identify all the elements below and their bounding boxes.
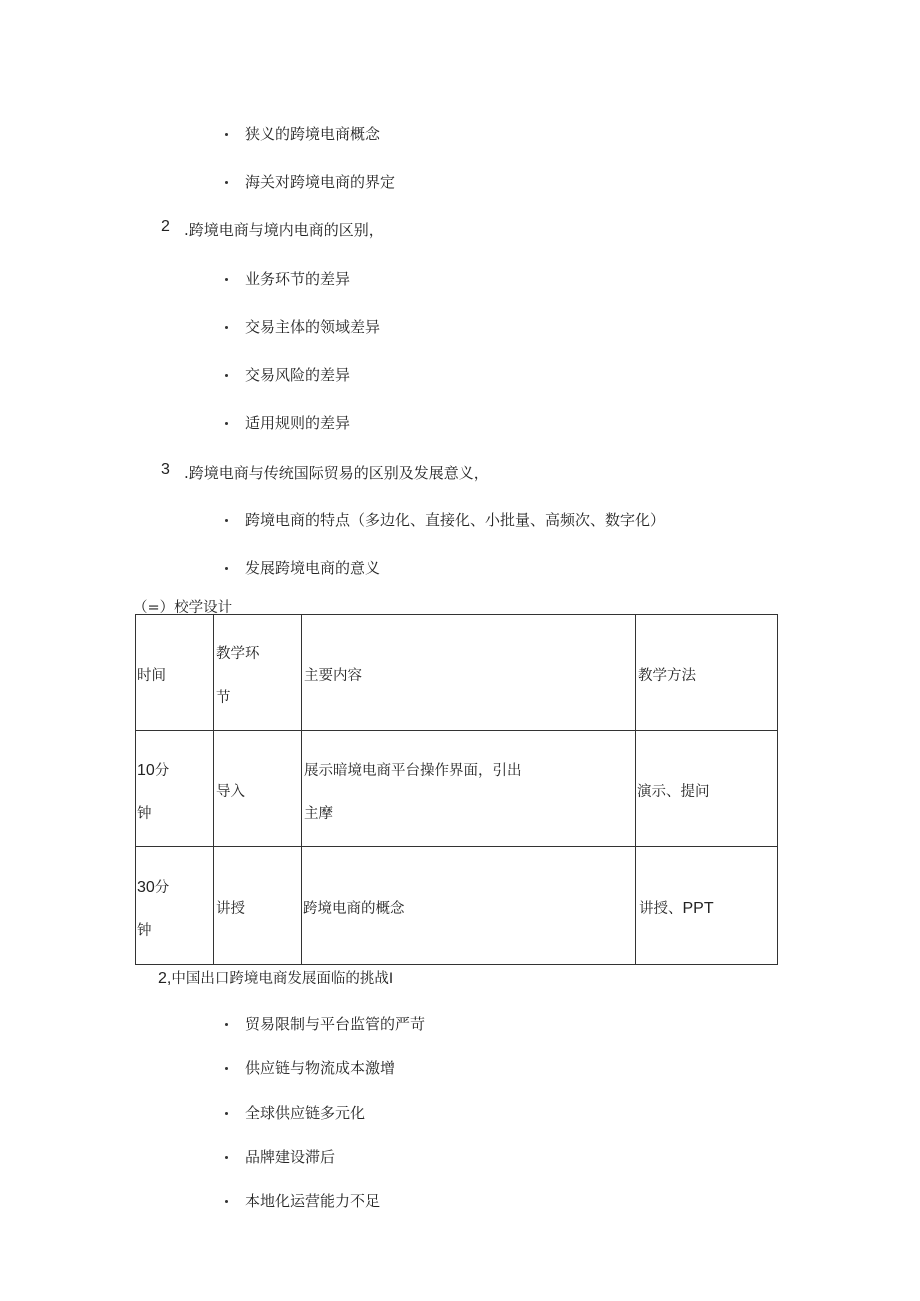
- bullet-dot: [225, 1200, 228, 1203]
- time-cell: [136, 731, 214, 847]
- bullet-text: 业务环节的差异: [245, 270, 351, 288]
- bullet-text: 交易风险的差异: [245, 366, 351, 384]
- bullet-text: 适用规则的差异: [245, 414, 351, 432]
- time-number: 30: [137, 879, 155, 896]
- stage-cell: [214, 847, 302, 965]
- header-method-cell: [636, 615, 778, 731]
- time-value: [137, 876, 169, 897]
- header-content: 主要内容: [304, 668, 362, 684]
- header-content-cell: [302, 615, 636, 731]
- challenges-heading: [158, 967, 393, 988]
- item-title: .跨境电商与传统国际贸易的区别及发展意义，: [184, 464, 489, 482]
- bullet-dot: [225, 567, 228, 570]
- stage-value: 导入: [216, 784, 245, 800]
- method-cell: [636, 847, 778, 965]
- bullet-text: 海关对跨境电商的界定: [245, 173, 396, 191]
- header-stage-line2: 节: [216, 690, 231, 706]
- item-number: 2: [161, 218, 170, 235]
- table-row: [136, 847, 778, 965]
- item-title: .跨境电商与境内电商的区别，: [184, 221, 384, 239]
- method-latin: PPT: [682, 900, 714, 917]
- design-heading: （=）校学设计: [133, 600, 233, 616]
- header-time: 时间: [137, 668, 166, 684]
- content-line1: 跨境电商的概念: [303, 901, 405, 917]
- time-unit: 分: [154, 880, 170, 896]
- bullet-text: 供应链与物流成本激增: [245, 1059, 396, 1077]
- bullet-text: 品牌建设滞后: [245, 1148, 336, 1166]
- lesson-plan-table: [135, 614, 778, 965]
- bullet-dot: [225, 374, 228, 377]
- time-line2: 钟: [137, 923, 152, 939]
- table-row: [136, 731, 778, 847]
- challenges-number: 2,: [158, 970, 172, 987]
- bullet-dot: [225, 519, 228, 522]
- time-line2: 钟: [137, 806, 152, 822]
- method-value: [639, 897, 714, 918]
- table-header-row: [136, 615, 778, 731]
- bullet-dot: [225, 1067, 228, 1070]
- bullet-dot: [225, 1023, 228, 1026]
- time-number: 10: [137, 762, 155, 779]
- content-cell: [302, 847, 636, 965]
- content-line1: 展示暗境电商平台操作界面，引出: [304, 763, 522, 779]
- header-time-cell: [136, 615, 214, 731]
- method-cn: 讲授、: [639, 901, 683, 917]
- header-method: 教学方法: [638, 668, 696, 684]
- bullet-dot: [225, 1112, 228, 1115]
- stage-value: 讲授: [216, 901, 245, 917]
- method-cell: [636, 731, 778, 847]
- bullet-text: 跨境电商的特点（多边化、直接化、小批量、高频次、数字化）: [245, 511, 666, 529]
- bullet-text: 贸易限制与平台监管的严苛: [245, 1015, 426, 1033]
- bullet-dot: [225, 422, 228, 425]
- bullet-dot: [225, 133, 228, 136]
- content-line2: 主摩: [304, 806, 333, 822]
- bullet-text: 交易主体的领域差异: [245, 318, 381, 336]
- bullet-dot: [225, 181, 228, 184]
- stage-cell: [214, 731, 302, 847]
- time-value: [137, 759, 169, 780]
- time-unit: 分: [154, 763, 170, 779]
- bullet-text: 本地化运营能力不足: [245, 1192, 381, 1210]
- bullet-text: 全球供应链多元化: [245, 1104, 366, 1122]
- time-cell: [136, 847, 214, 965]
- header-stage-line1: 教学环: [216, 646, 260, 662]
- item-number: 3: [161, 461, 170, 478]
- method-value: 演示、提问: [637, 784, 710, 800]
- challenges-title: 中国出口跨境电商发展面临的挑战I: [171, 971, 394, 987]
- content-cell: [302, 731, 636, 847]
- bullet-dot: [225, 326, 228, 329]
- bullet-dot: [225, 1156, 228, 1159]
- bullet-dot: [225, 278, 228, 281]
- bullet-text: 发展跨境电商的意义: [245, 559, 381, 577]
- header-stage-cell: [214, 615, 302, 731]
- bullet-text: 狭义的跨境电商概念: [245, 125, 381, 143]
